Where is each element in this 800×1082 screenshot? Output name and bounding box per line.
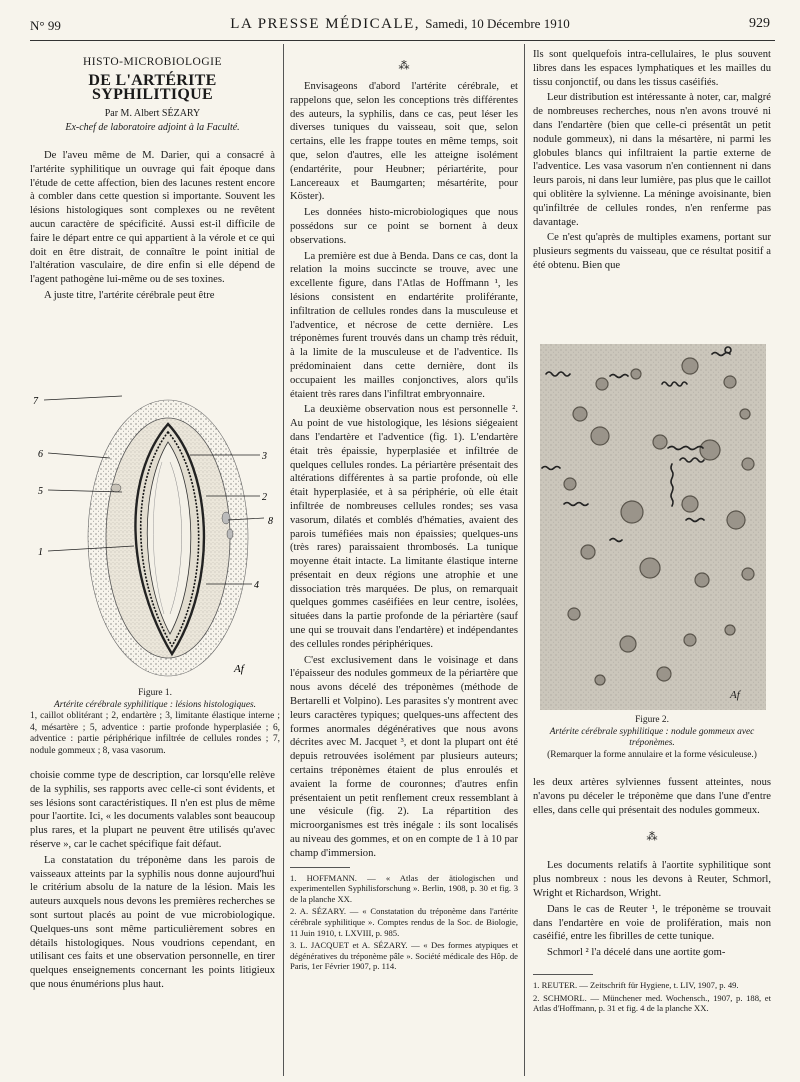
column-divider-2 (524, 44, 525, 1076)
figure-1 (30, 378, 280, 678)
footnote: 3. L. JACQUET et A. SÉZARY. — « Des formes atypiques et dégénératives du tréponème pâle ». Société médicale des Hôp. de Paris, 1er Février 1907, p. 114. (290, 940, 518, 972)
paragraph: Les données histo-microbiologiques que nous possédons sur ce point se bornent à deux observations. (290, 207, 518, 246)
nodule-gommeux (111, 484, 121, 492)
paragraph: Leur distribution est intéressante à noter, car, malgré de nombreuses recherches, nous n'en avons trouvé ni dans l'endartère (bien que celle-ci présentât un petit nodule gommeux), ni dans la mésartère, ni parmi les globules blancs qui infiltraient la partie externe de l'adventice. Les vasa vasorum n'en contiennent ni dans leurs parois, ni dans leur lumière, pas plus que le caillot qui oblitère la sylvienne. La méninge avoisinante, bien qu'infiltrée de cellules rondes, n'en renferme pas davantage. (533, 92, 771, 228)
vasa-vasorum (222, 512, 230, 524)
paragraph: Schmorl ² l'a décelé dans une aortite gom- (547, 947, 726, 959)
header-rule (30, 40, 775, 41)
figure-label: 8 (268, 516, 273, 527)
footnote: 2. A. SÉZARY. — « Constatation du tréponème dans l'artérite cérébrale syphilitique ». Comptes rendus de la Soc. de Biologie, 11 Juin 1910, t. LXVIII, p. 985. (290, 906, 518, 938)
issue-number: N° 99 (30, 18, 61, 33)
footnote: 1. HOFFMANN. — « Atlas der ätiologischen und experimentellen Syphilisforschung ». Berlin, 1908, p. 30 et fig. 3 de la planche XX. (290, 872, 518, 904)
column-1-bottom (30, 769, 275, 992)
paragraph: Dans le cas de Reuter ¹, le tréponème se trouvait dans l'endartère en voie de prolifération, mais non caséifié, entre les fibrilles de cette tunique. (533, 903, 771, 943)
figure-label: 7 (33, 396, 38, 407)
footnote-rule (533, 974, 593, 975)
paragraph: C'est exclusivement dans le voisinage et dans l'épaisseur des nodules gommeux de la périartère que nous avons décelé des tréponèmes (méthode de Bertarelli et Volpino). Les parasites s'y montrent avec leurs caractères typiques; quelques-uns affectent des formes anormales dégénératives que nous avons décrites avec M. Jacquet ³, et dont la plupart ont été depuis retrouvées isolément par plusieurs auteurs; certains tréponèmes étaient de plus enroulés et avaient la forme de couronnes; d'autres enfin présentaient un petit renflement creux ressemblant à une vésicule (fig. 2). La répartition des microorganismes est très inégale : ils sont localisés au niveau des gommes, et on en compte de 1 à 10 par champ d'immersion. (290, 654, 518, 859)
paragraph: De l'aveu même de M. Darier, qui a consacré à l'artérite syphilitique un ouvrage qui fait époque dans l'étude de cette affection, bien des lacunes restent encore à combler dans cette question si importante. Souvent les lésions histologiques sont complexes ou ne revêtent aucun caractère de spécificité. Aussi est-il difficile de faire le départ entre ce qui appartient à la vérole et ce qui doit en être distrait, de connaître le point initial de l'altération vasculaire, de dire enfin si elle dépend de l'agent pathogène lui-même ou de ses toxines. (30, 149, 275, 286)
column-3-top (533, 48, 771, 273)
article-author: Par M. Albert SÉZARY (104, 108, 201, 120)
figure-1-caption (30, 688, 280, 757)
figure-label: 3 (262, 451, 267, 462)
article-title: DE L'ARTÉRITE SYPHILITIQUE (88, 71, 217, 103)
footnote-rule (290, 867, 350, 868)
footnote: 1. REUTER. — Zeitschrift für Hygiene, t. LIV, 1907, p. 49. (533, 979, 739, 990)
paragraph: Ce n'est qu'après de multiples examens, portant sur plusieurs segments du vaisseau, que ce résultat positif a été obtenu. Bien que (533, 232, 771, 271)
figure-1-legend: 1, caillot oblitérant ; 2, endartère ; 3, limitante élastique interne ; 4, mésartère ; 5, adventice : partie profonde hyperplasiée ; 6, adventice : partie périphérique infiltrée de cellules rondes ; 7, nodule gommeux ; 8, vasa vasorum. (30, 711, 280, 756)
column-1-top (30, 54, 275, 303)
footnotes (533, 980, 771, 1014)
figure-label: 5 (38, 486, 43, 497)
figure-label: 2 (262, 492, 267, 503)
paragraph: La constatation du tréponème dans les parois de vaisseaux atteints par la syphilis nous donne aujourd'hui le critérium absolu de la nature de la lésion. Mais les auteurs auxquels nous devons les premières recherches se sont surtout placés au point de vue microbiologique. Quelques-uns sont même particulièrement sobres en détails histologiques. Nous voudrions cependant, en utilisant ces faits et une observation personnelle, en tirer quelques enseignements concernant les points litigieux que nous énumérions plus haut. (30, 854, 275, 990)
figure-label: 6 (38, 449, 43, 460)
paragraph: Les documents relatifs à l'aortite syphilitique sont plus nombreux : nous les devons à Reuter, Schmorl, Wright et Richardson, Wright. (533, 860, 771, 899)
figure-label: 4 (254, 580, 259, 591)
column-3-bottom (533, 776, 771, 1014)
figure-2-legend: (Remarquer la forme annulaire et la forme vésiculeuse.) (547, 749, 757, 760)
paragraph: choisie comme type de description, car lorsqu'elle relève de la syphilis, ses rapports avec celle-ci sont évidents, et ses lésions sont caractéristiques. Il n'en est plus de même pour l'aortite. Ici, « les documents valables sont beaucoup plus rares, et la plupart ne peuvent être utilisés qu'avec réserve », car le cachet spécifique fait défaut. (30, 770, 275, 850)
paragraph: A juste titre, l'artérite cérébrale peut être (44, 289, 215, 301)
figure-signature: Af (234, 663, 244, 675)
figure-2-title: Artérite cérébrale syphilitique : nodule gommeux avec tréponèmes. (549, 726, 755, 748)
journal-name: LA PRESSE MÉDICALE, (230, 16, 421, 32)
figure-2 (540, 344, 766, 710)
journal-title (30, 16, 770, 33)
paragraph: La deuxième observation nous est personnelle ². Au point de vue histologique, les lésions siégeaient dans l'endartère et l'adventice (fig. 1). L'endartère était très épaissie, hyperplasiée et infiltrée de quelques cellules rondes. La périartère présentait des altérations différentes à sa partie profonde, où elle était hyperplasiée, et à sa périphérie, où elle était infiltrée de nombreuses cellules rondes; ses vasa vasorum, dilatés et comblés d'hématies, avaient des parois tuméfiées mais non épaissies; quelques-uns (très rares) paraissaient thrombosés. La tunique moyenne était intacte. La limitante élastique interne présentait en deux régions une atrophie et une dissociation très marquées. De plus, on remarquait quelques gommes caséifiées en leur centre, isolées, situées dans la partie profonde de la périartère (sauf une qui se trouvait dans l'endartère) et indépendantes des cellules rondes périphériques. (290, 404, 518, 650)
column-2 (290, 56, 518, 972)
figure-2-caption (534, 715, 770, 761)
issue-date: Samedi, 10 Décembre 1910 (425, 16, 570, 31)
article-affiliation: Ex-chef de laboratoire adjoint à la Faculté. (65, 122, 240, 134)
article-heading (30, 56, 275, 135)
paragraph: Ils sont quelquefois intra-cellulaires, le plus souvent libres dans les espaces lymphatiques et les mailles du tissu conjonctif, ou dans les tissus caséifiés. (533, 49, 771, 88)
figure-2-number: Figure 2. (635, 715, 669, 725)
figure-signature: Af (730, 689, 740, 701)
paragraph: les deux artères sylviennes fussent atteintes, nous n'avons pu déceler le tréponème que dans l'une d'entre elles, dans celle qui présentait des nodules gommeux. (533, 777, 771, 816)
section-separator: ⁂ (646, 831, 658, 844)
page-number: 929 (749, 16, 770, 31)
page-header (30, 14, 770, 36)
figure-1-number: Figure 1. (138, 688, 172, 698)
figure-label: 1 (38, 547, 43, 558)
figure-1-illustration (30, 378, 280, 678)
paragraph: Envisageons d'abord l'artérite cérébrale, et rappelons que, selon les conceptions très différentes des auteurs, la syphilis, dans ce cas, peut léser les diverses tuniques du vaisseau, soit que, selon certains, elle les frappe toutes en même temps, soit que, selon d'autres, elle les atteigne isolément (endartérite, pour Heubner; périartérite, pour Lancereaux et Baumgarten; mésartérite, pour Köster). (290, 81, 518, 203)
footnote: 2. SCHMORL. — Münchener med. Wochensch., 1907, p. 188, et Atlas d'Hoffmann, p. 31 et fig. 4 de la planche XX. (533, 992, 771, 1014)
figure-2-illustration (540, 344, 766, 710)
column-divider-1 (283, 44, 284, 1076)
footnotes (290, 873, 518, 972)
paragraph: La première est due à Benda. Dans ce cas, dont la relation la moins succincte se trouve, avec une excellente figure, dans l'Atlas de Hoffmann ¹, les lésions consistent en endartérite proliférante, infiltration de cellules rondes dans la musculeuse et l'adventice, et nécrose de cette dernière. Les tréponèmes furent trouvés dans un champ très réduit, à la limite de la musculeuse et de l'adventice. Ils prédominaient dans cette dernière, dont ils occupaient les mailles conjonctives, alors qu'ils étaient très rares dans l'infiltrat embryonnaire. (290, 250, 518, 400)
vasa-vasorum (227, 529, 233, 539)
article-kicker: HISTO-MICROBIOLOGIE (83, 56, 222, 68)
section-separator: ⁂ (398, 60, 410, 72)
figure-1-title: Artérite cérébrale syphilitique : lésions histologiques. (53, 699, 257, 710)
